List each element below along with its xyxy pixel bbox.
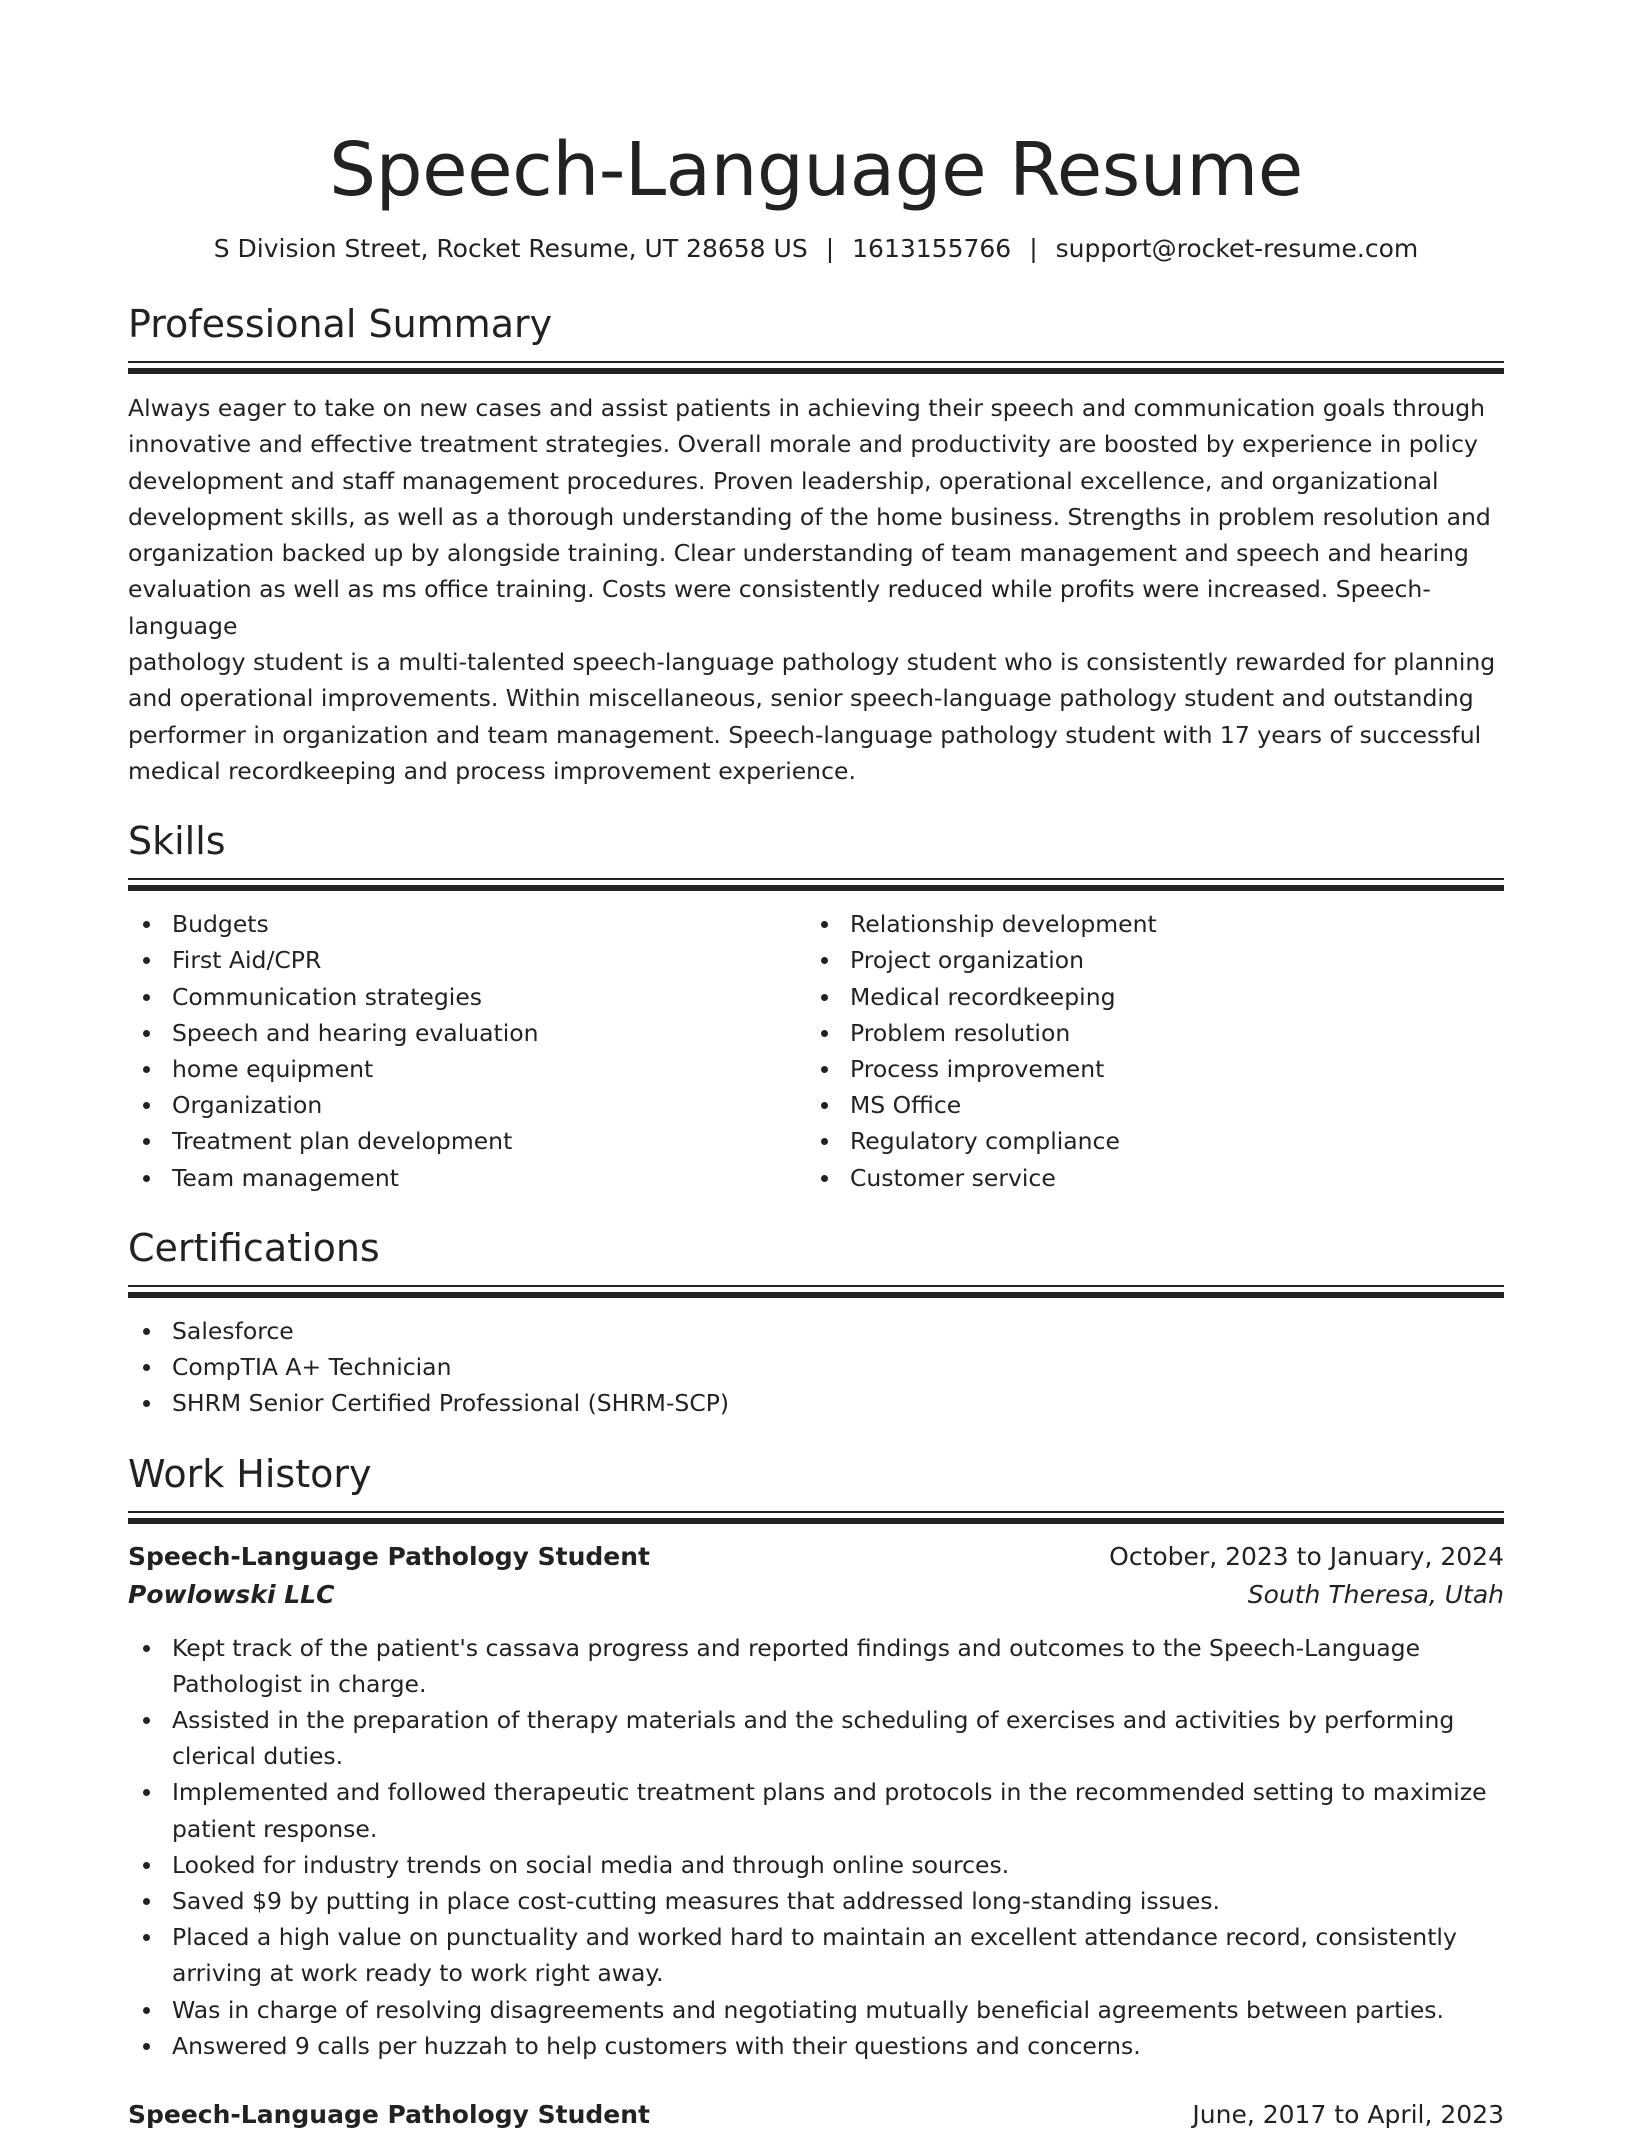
- contact-phone: 1613155766: [852, 234, 1012, 263]
- skills-column-left: [128, 906, 806, 1196]
- skills-section: [128, 817, 1504, 1196]
- job-title: Speech-Language Pathology Student: [128, 2099, 650, 2129]
- section-divider: [128, 878, 1504, 891]
- summary-line: medical recordkeeping and process improvement experience.: [128, 756, 856, 785]
- summary-line: Always eager to take on new cases and assist patients in achieving their speech and communication goals through: [128, 394, 1486, 422]
- section-divider: [128, 361, 1504, 374]
- job-dates: June, 2017 to April, 2023: [1192, 2099, 1504, 2129]
- summary-text: [128, 390, 1504, 789]
- summary-line: and operational improvements. Within miscellaneous, senior speech-language pathology student and outstanding: [128, 684, 1474, 713]
- summary-line: evaluation as well as ms office training. Costs were consistently reduced while profits were increased. Speech-language: [128, 575, 1431, 640]
- summary-line: development and staff management procedures. Proven leadership, operational excellence, and organizational: [128, 466, 1439, 495]
- certifications-list: [128, 1313, 1504, 1422]
- job-entry: [128, 1538, 1504, 2064]
- summary-heading: Professional Summary: [128, 302, 553, 346]
- skills-heading: Skills: [128, 819, 226, 864]
- job-location: South Theresa, Utah: [1247, 1579, 1504, 1609]
- certification-item: CompTIA A+ Technician: [128, 1349, 1504, 1385]
- skill-item: Project organization: [806, 942, 1484, 978]
- skill-item: Regulatory compliance: [806, 1123, 1484, 1159]
- skill-item: First Aid/CPR: [128, 942, 806, 978]
- skill-item: Budgets: [128, 906, 806, 942]
- summary-line: development skills, as well as a thorough understanding of the home business. Strengths in problem resolution and: [128, 502, 1491, 531]
- job-bullet: Implemented and followed therapeutic treatment plans and protocols in the recommended setting to maximize patient response.: [128, 1774, 1504, 1846]
- job-bullet: Answered 9 calls per huzzah to help customers with their questions and concerns.: [128, 2028, 1504, 2064]
- contact-email[interactable]: support@rocket-resume.com: [1055, 234, 1419, 263]
- contact-separator: |: [825, 234, 835, 263]
- job-bullet: Was in charge of resolving disagreements and negotiating mutually beneficial agreements between parties.: [128, 1992, 1504, 2028]
- work-history-section: [128, 1450, 1504, 2134]
- job-bullets: [128, 1630, 1504, 2064]
- skill-item: Customer service: [806, 1160, 1484, 1196]
- job-entry: [128, 2096, 1504, 2134]
- summary-section: [128, 300, 1504, 789]
- work-history-heading: Work History: [128, 1451, 372, 1496]
- skills-list: [128, 906, 1504, 1196]
- skill-item: Relationship development: [806, 906, 1484, 942]
- skill-item: Medical recordkeeping: [806, 979, 1484, 1015]
- resume-title: Speech-Language Resume: [329, 127, 1303, 213]
- skill-item: Speech and hearing evaluation: [128, 1015, 806, 1051]
- job-title: Speech-Language Pathology Student: [128, 1541, 650, 1571]
- job-company: Powlowski LLC: [128, 1579, 335, 1609]
- section-divider: [128, 1511, 1504, 1524]
- skill-item: home equipment: [128, 1051, 806, 1087]
- skill-item: Problem resolution: [806, 1015, 1484, 1051]
- job-header: [128, 1538, 1504, 1576]
- certification-item: Salesforce: [128, 1313, 1504, 1349]
- skill-item: MS Office: [806, 1087, 1484, 1123]
- skill-item: Process improvement: [806, 1051, 1484, 1087]
- section-divider: [128, 1285, 1504, 1298]
- certification-item: SHRM Senior Certified Professional (SHRM-SCP): [128, 1385, 1504, 1421]
- job-bullet: Looked for industry trends on social media and through online sources.: [128, 1847, 1504, 1883]
- skill-item: Communication strategies: [128, 979, 806, 1015]
- resume-page: [128, 0, 1504, 2134]
- contact-line: [128, 232, 1504, 266]
- certifications-heading: Certifications: [128, 1225, 380, 1270]
- summary-line: organization backed up by alongside training. Clear understanding of team management and speech and hearing: [128, 539, 1469, 568]
- skill-item: Team management: [128, 1160, 806, 1196]
- skills-column-right: [806, 906, 1484, 1196]
- certifications-section: [128, 1224, 1504, 1422]
- job-bullet: Kept track of the patient's cassava progress and reported findings and outcomes to the Speech-Language Pathologist in charge.: [128, 1630, 1504, 1702]
- skill-item: Treatment plan development: [128, 1123, 806, 1159]
- skill-item: Organization: [128, 1087, 806, 1123]
- job-bullet: Placed a high value on punctuality and worked hard to maintain an excellent attendance record, consistently arriving at work ready to work right away.: [128, 1919, 1504, 1991]
- summary-line: performer in organization and team management. Speech-language pathology student with 17 years of successful: [128, 720, 1482, 749]
- contact-separator: |: [1029, 234, 1038, 263]
- job-dates: October, 2023 to January, 2024: [1109, 1541, 1504, 1571]
- job-subheader: [128, 1576, 1504, 1614]
- summary-line: pathology student is a multi-talented speech-language pathology student who is consistently rewarded for planning: [128, 648, 1496, 677]
- summary-line: innovative and effective treatment strategies. Overall morale and productivity are boosted by experience in policy: [128, 430, 1478, 459]
- job-bullet: Saved $9 by putting in place cost-cutting measures that addressed long-standing issues.: [128, 1883, 1504, 1919]
- job-header: [128, 2096, 1504, 2134]
- job-bullet: Assisted in the preparation of therapy materials and the scheduling of exercises and activities by performing clerical duties.: [128, 1702, 1504, 1774]
- contact-address: S Division Street, Rocket Resume, UT 28658 US: [213, 234, 808, 263]
